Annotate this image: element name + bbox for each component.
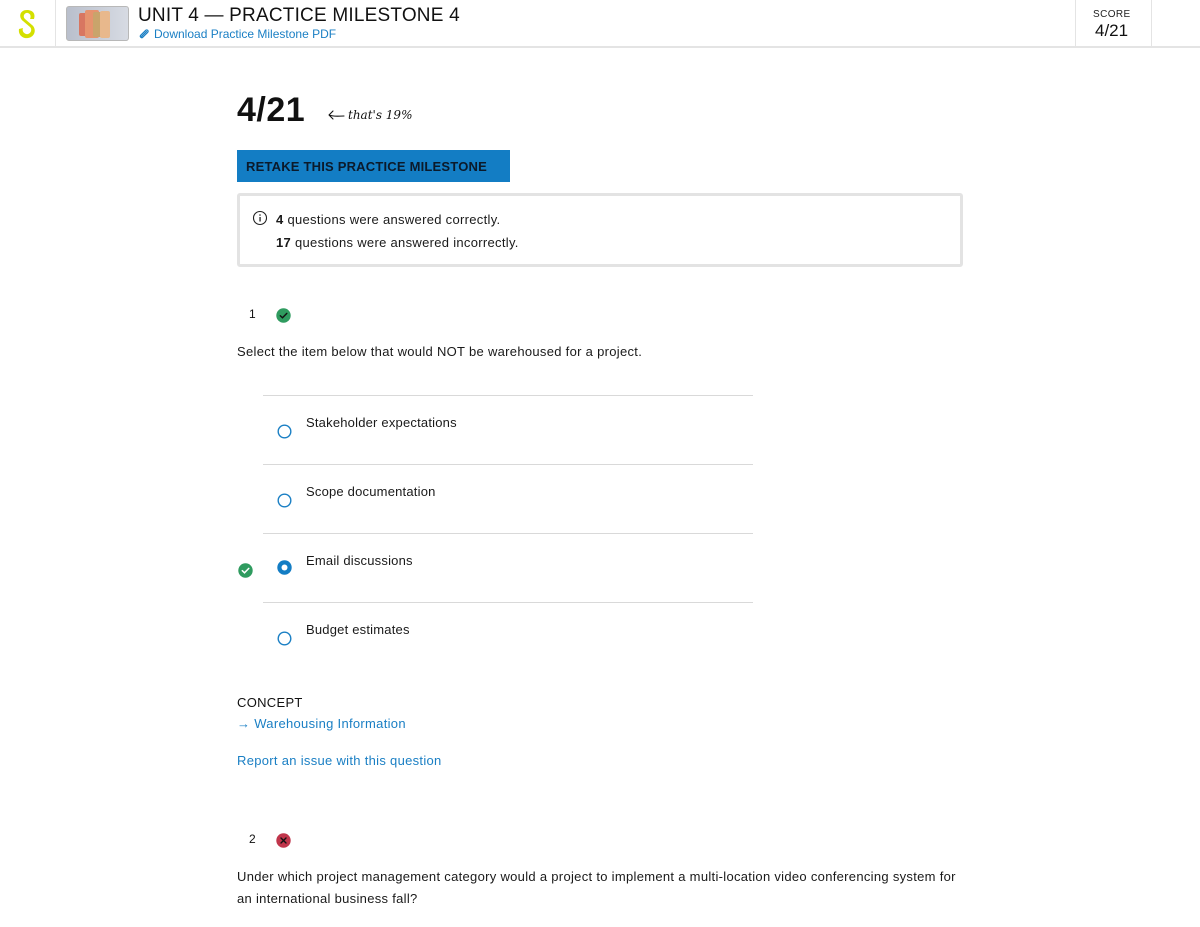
question-text: Under which project management category would a project to implement a multi-location video conferencing system for an international business fall? [237, 869, 956, 906]
question-number: 1 [249, 307, 256, 321]
arrow-left-icon [327, 109, 345, 121]
radio-unselected-icon[interactable] [277, 424, 292, 439]
answer-option[interactable] [263, 395, 753, 464]
correct-check-icon [276, 308, 291, 323]
correct-answer-check-icon [238, 563, 253, 578]
page-title: UNIT 4 — PRACTICE MILESTONE 4 [138, 5, 460, 26]
question-text: Select the item below that would NOT be warehoused for a project. [237, 344, 643, 359]
answer-option-label: Stakeholder expectations [306, 415, 457, 430]
concept-label: CONCEPT [237, 695, 303, 710]
correct-summary-line [276, 212, 500, 227]
info-icon [252, 210, 268, 226]
answer-option-label: Email discussions [306, 553, 413, 568]
score-label: SCORE [1093, 9, 1131, 20]
radio-unselected-icon[interactable] [277, 631, 292, 646]
percent-note-text: that's 19% [348, 108, 413, 122]
concept-link[interactable]: → Warehousing Information [237, 716, 406, 731]
download-pdf-link[interactable] [138, 27, 336, 41]
report-issue-link[interactable]: Report an issue with this question [237, 753, 442, 768]
score-value: 4/21 [1095, 21, 1129, 40]
percent-note [327, 108, 412, 122]
correct-count: 4 [276, 212, 284, 227]
results-summary-box [237, 193, 963, 267]
incorrect-summary-line [276, 235, 519, 250]
header-divider [55, 0, 56, 46]
incorrect-count: 17 [276, 235, 292, 250]
answer-option[interactable] [263, 602, 753, 671]
incorrect-x-icon [276, 833, 291, 848]
answer-option-label: Budget estimates [306, 622, 410, 637]
correct-text: questions were answered correctly. [283, 212, 501, 227]
header-divider [1075, 0, 1076, 46]
retake-button[interactable]: RETAKE THIS PRACTICE MILESTONE [237, 150, 510, 182]
download-pdf-label: Download Practice Milestone PDF [154, 27, 337, 41]
paperclip-icon [138, 28, 150, 40]
sophia-logo-icon[interactable] [14, 8, 40, 40]
top-bar [0, 0, 1200, 48]
answer-options [263, 395, 753, 671]
unit-thumbnail-image [66, 6, 129, 41]
radio-selected-icon[interactable] [277, 560, 292, 575]
question-number: 2 [249, 832, 256, 846]
radio-unselected-icon[interactable] [277, 493, 292, 508]
incorrect-text: questions were answered incorrectly. [291, 235, 519, 250]
big-score: 4/21 [237, 91, 306, 129]
answer-option-label: Scope documentation [306, 484, 436, 499]
header-divider [1151, 0, 1152, 46]
answer-option[interactable] [263, 464, 753, 533]
answer-option-selected[interactable] [263, 533, 753, 602]
